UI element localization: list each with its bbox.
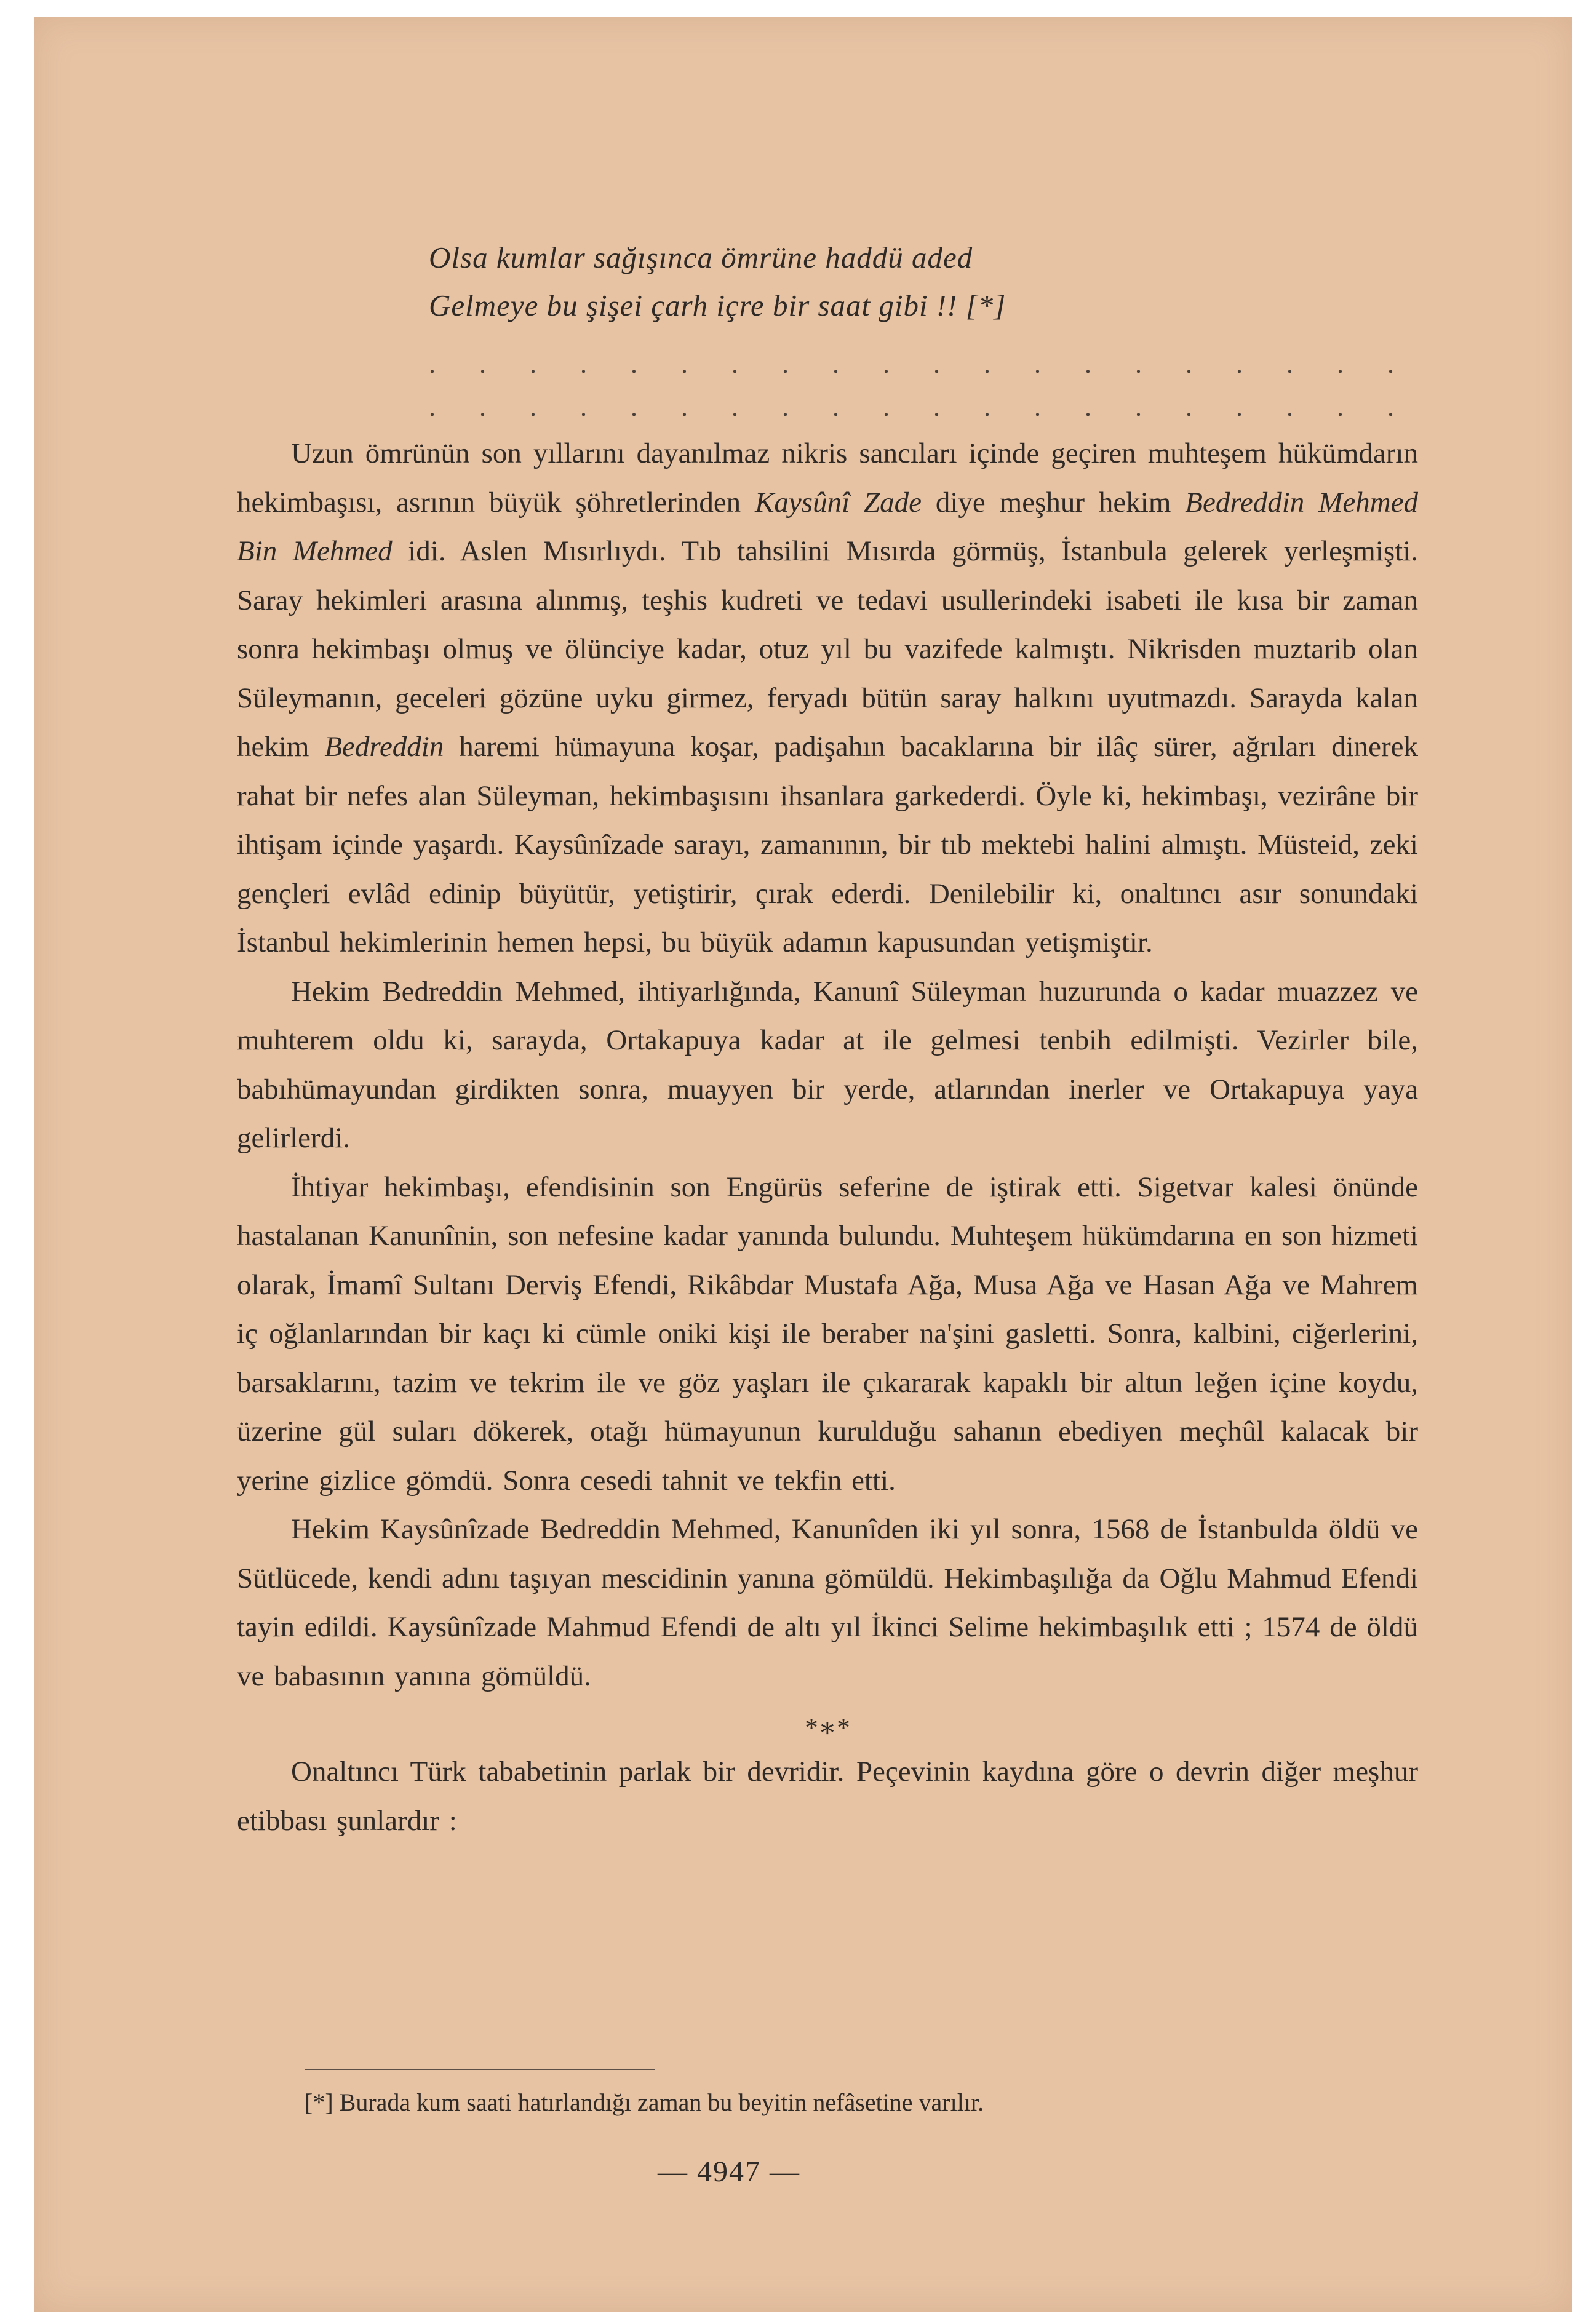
paragraph-1-text-a: Uzun ömrünün son yıllarını dayanılmaz nikris sancıları içinde geçiren muhteşem hükümdarın hekimbaşısı, asrının büyük şöhretlerinden [237, 437, 1418, 519]
ellipsis-row-1: . . . . . . . . . . . . . . . . . . . . [429, 349, 1413, 379]
paragraph-4: Hekim Kaysûnîzade Bedreddin Mehmed, Kanunîden iki yıl sonra, 1568 de İstanbulda öldü ve Sütlücede, kendi adını taşıyan mescidinin yanına gömüldü. Hekimbaşılığa da Oğlu Mahmud Efendi tayin edildi. Kaysûnîzade Mahmud Efendi de altı yıl İkinci Selime hekimbaşılık etti ; 1574 de öldü ve babasının yanına gömüldü. [237, 1513, 1418, 1692]
paper-sheet [34, 17, 1572, 2312]
paragraph-2: Hekim Bedreddin Mehmed, ihtiyarlığında, Kanunî Süleyman huzurunda o kadar muazzez ve muhterem oldu ki, sarayda, Ortakapuya kadar at ile gelmesi tenbih edilmişti. Vezirler bile, babıhümayundan girdikten sonra, muayyen bir yerde, atlarından inerler ve Ortakapuya yaya gelirlerdi. [237, 975, 1418, 1154]
article-body [237, 429, 1418, 1845]
paragraph-1-text-d: haremi hümayuna koşar, padişahın bacaklarına bir ilâç sürer, ağrıları dinerek rahat bir nefes alan Süleyman, hekimbaşısını ihsanlara garkederdi. Öyle ki, hekimbaşı, vezirâne bir ihtişam içinde yaşardı. Kaysûnîzade sarayı, zamanının, bir tıb mektebi halini almıştı. Müsteid, zeki gençleri evlâd edinip büyütür, yetiştirir, çırak ederdi. Denilebilir ki, onaltıncı asır sonundaki İstanbul hekimlerinin hemen hepsi, bu büyük adamın kapusundan yetişmiştir. [237, 731, 1418, 958]
page-number: — 4947 — [658, 2155, 800, 2188]
verse-line-1: Olsa kumlar sağışınca ömrüne haddü aded [429, 241, 973, 274]
paragraph-3: İhtiyar hekimbaşı, efendisinin son Engürüs seferine de iştirak etti. Sigetvar kalesi önünde hastalanan Kanunînin, son nefesine kadar yanında bulundu. Muhteşem hükümdarına en son hizmeti olarak, İmamî Sultanı Derviş Efendi, Rikâbdar Mustafa Ağa, Musa Ağa ve Hasan Ağa ve Mahrem iç oğlanlarından bir kaçı ki cümle oniki kişi ile beraber na'şini gasletti. Sonra, kalbini, ciğerlerini, barsaklarını, tazim ve tekrim ile ve göz yaşları ile çıkararak kapaklı bir altun leğen içine koydu, üzerine gül suları dökerek, otağı hümayunun kurulduğu sahanın ebediyen meçhûl kalacak bir yerine gizlice gömdü. Sonra cesedi tahnit ve tekfin etti. [237, 1171, 1418, 1497]
footnote-rule [305, 2069, 655, 2070]
paragraph-1 [237, 429, 1418, 968]
ellipsis-row-2: . . . . . . . . . . . . . . . . . . . . [429, 392, 1413, 422]
paragraph-5: Onaltıncı Türk tababetinin parlak bir devridir. Peçevinin kaydına göre o devrin diğer meşhur etibbası şunlardır : [237, 1756, 1418, 1837]
person-name-kaysuni-zade: Kaysûnî Zade [755, 486, 922, 519]
paragraph-1-text-c: idi. Aslen Mısırlıydı. Tıb tahsilini Mısırda görmüş, İstanbula gelerek yerleşmişti. Saray hekimleri arasına alınmış, teşhis kudreti ve tedavi usullerindeki isabeti ile kısa bir zaman sonra hekimbaşı olmuş ve ölünciye kadar, otuz yıl bu vazifede kalmıştı. Nikrisden muztarib olan Süleymanın, geceleri gözüne uyku girmez, feryadı bütün saray halkını uyutmazdı. Sarayda kalan hekim [237, 535, 1418, 763]
person-name-bedreddin: Bedreddin [324, 731, 444, 763]
footnote: [*] Burada kum saati hatırlandığı zaman bu beyitin nefâsetine varılır. [305, 2088, 984, 2116]
paragraph-1-text-b: diye meşhur hekim [922, 486, 1186, 519]
verse-line-2: Gelmeye bu şişei çarh içre bir saat gibi !! [*] [429, 289, 1006, 322]
verse-couplet [429, 234, 1006, 330]
person-name-bedreddin-mehmed: Bedreddin Mehmed Bin Mehmed [237, 486, 1418, 567]
section-separator-asterism: *∗* [805, 1713, 850, 1743]
